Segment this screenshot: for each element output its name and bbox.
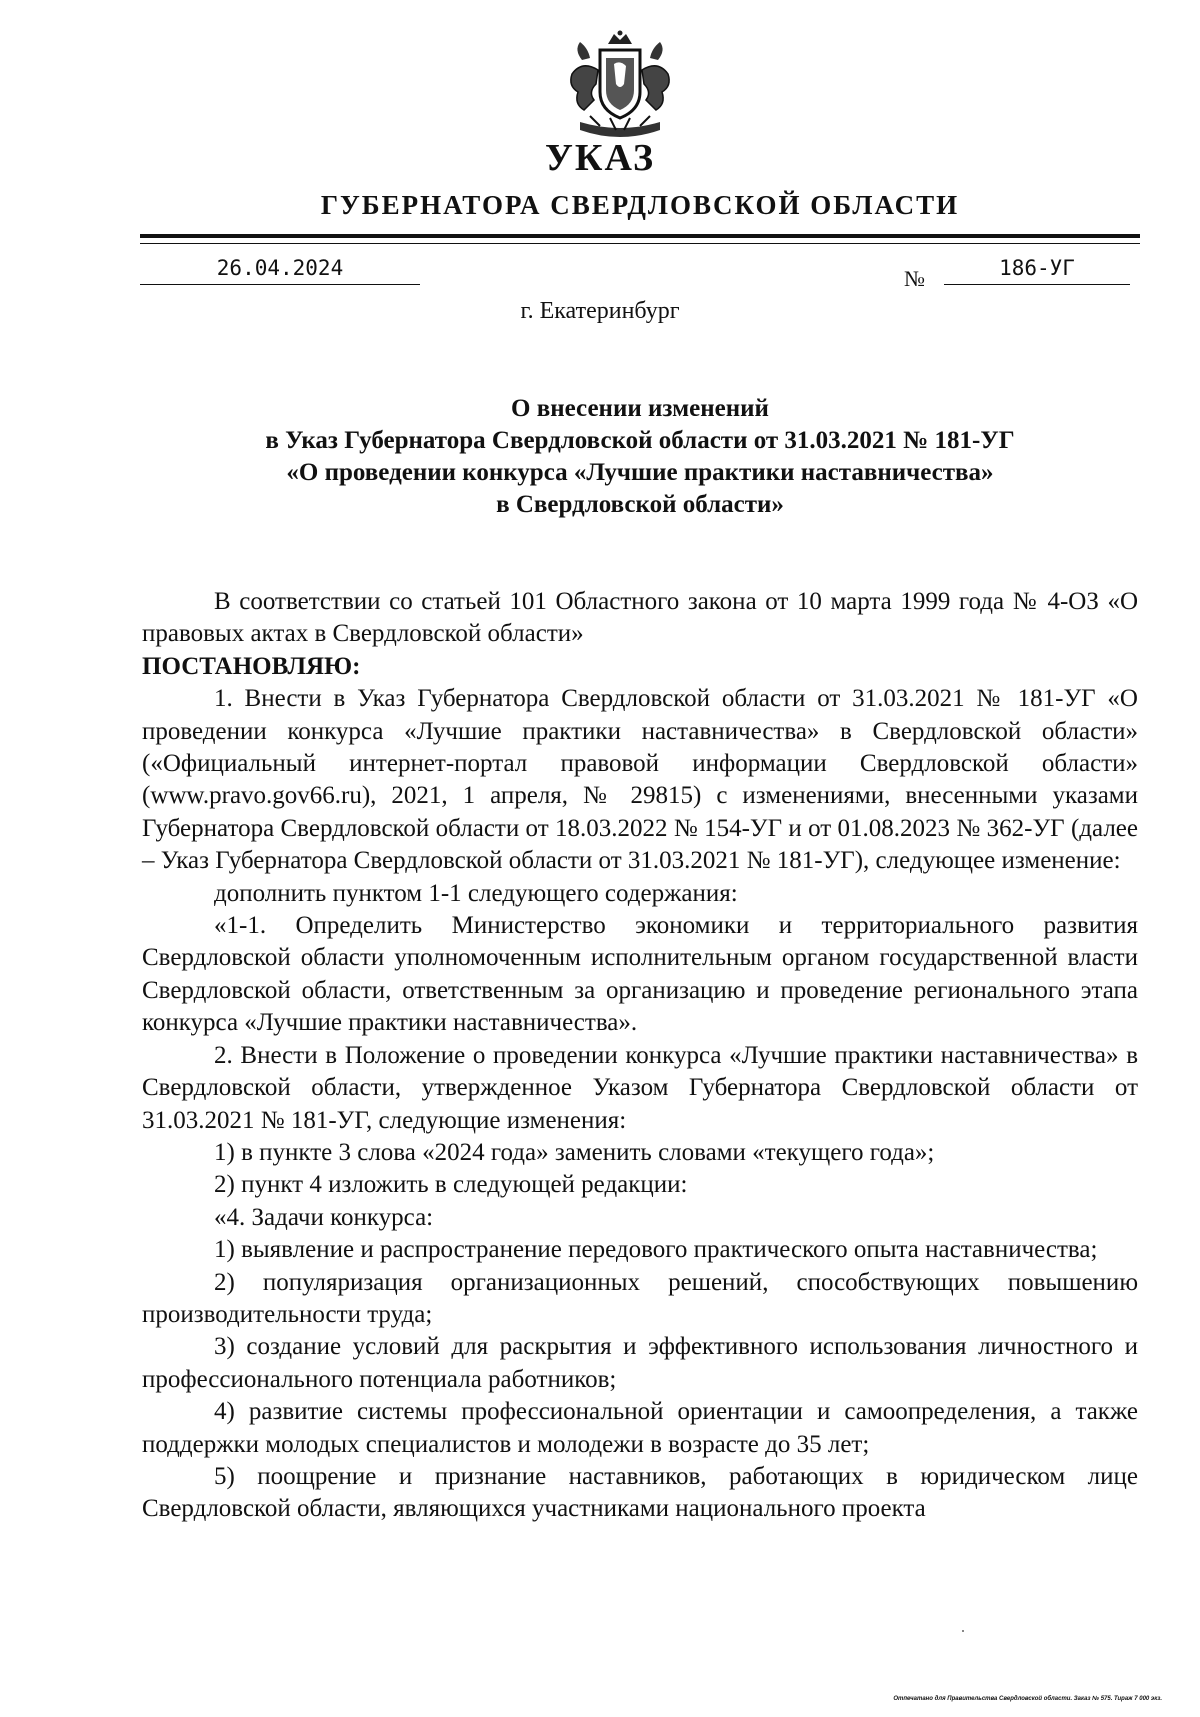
paragraph: 2) пункт 4 изложить в следующей редакции: (214, 1171, 688, 1199)
resolution-keyword: ПОСТАНОВЛЯЮ: (142, 652, 361, 680)
document-issuer: ГУБЕРНАТОРА СВЕРДЛОВСКОЙ ОБЛАСТИ (320, 190, 960, 220)
document-heading (140, 393, 1140, 521)
header-divider-thin (140, 243, 1140, 244)
scan-speck (962, 1630, 964, 1632)
heading-line: «О проведении конкурса «Лучшие практики наставничества» (286, 459, 994, 486)
print-imprint: Отпечатано для Правительства Свердловской области. Заказ № 575. Тираж 7 000 экз. (893, 1696, 1162, 1702)
paragraph: 1) в пункте 3 слова «2024 года» заменить словами «текущего года»; (214, 1138, 935, 1166)
number-sign: № (904, 266, 925, 291)
paragraph: 1) выявление и распространение передового практического опыта наставничества; (214, 1236, 1098, 1264)
heading-line: в Указ Губернатора Свердловской области от 31.03.2021 № 181-УГ (265, 427, 1015, 454)
heading-line: в Свердловской области» (496, 491, 784, 518)
document-body (142, 586, 1138, 1526)
paragraph: дополнить пунктом 1-1 следующего содержания: (214, 879, 738, 907)
paragraph: 2. Внести в Положение о проведении конкурса «Лучшие практики наставничества» в Свердловской области, утвержденное Указом Губернатора Свердловской области от 31.03.2021 № 181-УГ, следующие изменения: (142, 1041, 1138, 1134)
coat-of-arms-emblem (560, 30, 680, 148)
paragraph: «4. Задачи конкурса: (214, 1203, 434, 1231)
paragraph: 5) поощрение и признание наставников, работающих в юридическом лице Свердловской области, являющихся участниками национального проекта (142, 1462, 1138, 1523)
paragraph: 1. Внести в Указ Губернатора Свердловской области от 31.03.2021 № 181-УГ «О проведении конкурса «Лучшие практики наставничества» в Свердловской области» («Официальный интернет-портал правовой информации Свердловской области» (www.pravo.gov66.ru), 2021, 1 апреля, № 29815) с изменениями, внесенными указами Губернатора Свердловской области от 18.03.2022 № 154-УГ и от 01.08.2023 № 362-УГ (далее – Указ Губернатора Свердловской области от 31.03.2021 № 181-УГ), следующее изменение: (142, 685, 1138, 875)
document-city: г. Екатеринбург (520, 298, 680, 324)
header-divider-thick (140, 234, 1140, 238)
paragraph: 4) развитие системы профессиональной ориентации и самоопределения, а также поддержки молодых специалистов и молодежи в возрасте до 35 лет; (142, 1398, 1138, 1458)
document-title: УКАЗ (545, 137, 655, 179)
heading-line: О внесении изменений (511, 395, 769, 422)
document-number: 186-УГ (944, 256, 1130, 285)
paragraph: В соответствии со статьей 101 Областного закона от 10 марта 1999 года № 4-ОЗ «О правовых актах в Свердловской области» (142, 588, 1138, 648)
paragraph: 3) создание условий для раскрытия и эффективного использования личностного и профессионального потенциала работников; (142, 1333, 1138, 1393)
paragraph: 2) популяризация организационных решений, способствующих повышению производительности труда; (142, 1268, 1138, 1328)
document-date: 26.04.2024 (140, 256, 420, 285)
paragraph: «1-1. Определить Министерство экономики и территориального развития Свердловской области уполномоченным исполнительным органом государственной власти Свердловской области, ответственным за организацию и проведение регионального этапа конкурса «Лучшие практики наставничества». (142, 912, 1138, 1037)
